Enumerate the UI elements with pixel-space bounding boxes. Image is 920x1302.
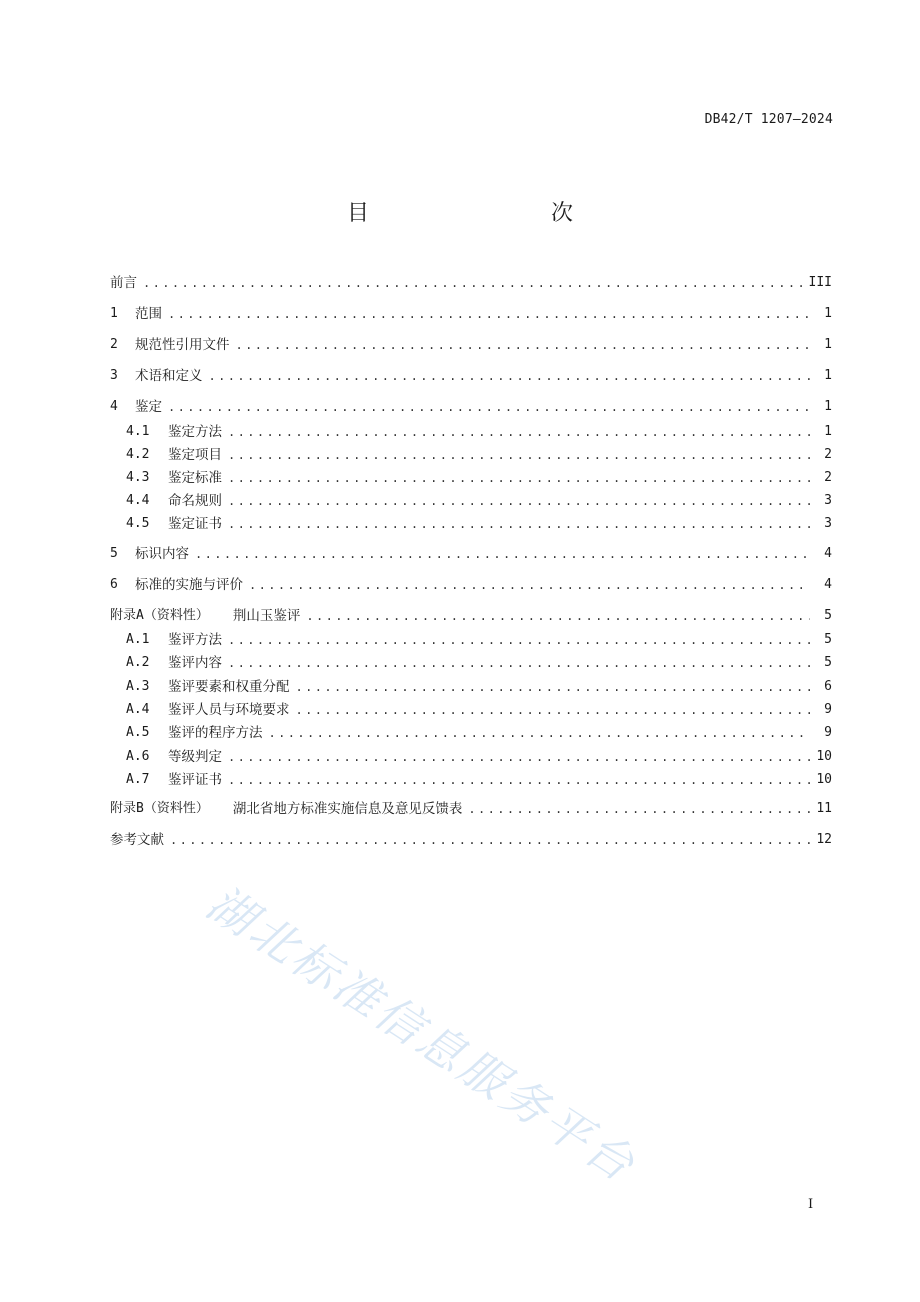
toc-entry-page: 12 [816, 832, 832, 847]
toc-entry-number: 4.4 [126, 493, 150, 508]
toc-entry-number: 1 [110, 306, 118, 321]
toc-entry[interactable] [110, 747, 832, 767]
toc-entry-page: 10 [816, 749, 832, 764]
toc-leader-dots [468, 799, 810, 819]
toc-entry[interactable] [110, 606, 832, 626]
toc-entry-title: 湖北省地方标准实施信息及意见反馈表 [232, 801, 463, 817]
toc-entry-number: A.2 [126, 655, 150, 670]
toc-entry[interactable] [110, 653, 832, 673]
toc-leader-dots [228, 770, 810, 790]
toc-leader-dots [296, 677, 811, 697]
toc-leader-dots [228, 422, 810, 442]
toc-leader-dots [228, 653, 810, 673]
toc-entry[interactable] [110, 273, 832, 293]
toc-entry[interactable] [110, 799, 832, 819]
toc-leader-dots [236, 335, 811, 355]
toc-leader-dots [195, 544, 810, 564]
toc-entry[interactable] [110, 723, 832, 743]
toc-leader-dots [168, 304, 810, 324]
toc-entry-number: A.7 [126, 772, 150, 787]
toc-entry[interactable] [110, 770, 832, 790]
toc-entry-title: 术语和定义 [135, 368, 203, 384]
toc-leader-dots [228, 747, 810, 767]
toc-entry-number: 4.3 [126, 470, 150, 485]
toc-entry[interactable] [110, 366, 832, 386]
toc-entry-page: 9 [824, 725, 832, 740]
toc-entry-page: 1 [824, 306, 832, 321]
toc-entry-number: A.5 [126, 725, 150, 740]
toc-entry-number: A.6 [126, 749, 150, 764]
toc-entry-title: 鉴定标准 [168, 470, 222, 486]
toc-entry-number: 4 [110, 399, 118, 414]
toc-leader-dots [306, 606, 810, 626]
toc-leader-dots [168, 397, 810, 417]
toc-entry-title: 荆山玉鉴评 [232, 608, 301, 624]
toc-entry[interactable] [110, 575, 832, 595]
toc-leader-dots [228, 514, 810, 534]
toc-entry-number: 4.1 [126, 424, 150, 439]
toc-entry-title: 鉴评要素和权重分配 [168, 679, 290, 695]
page-title: 目 次 [346, 201, 619, 226]
toc-leader-dots [249, 575, 810, 595]
toc-entry-title: 鉴定方法 [168, 424, 222, 440]
toc-entry-title: 标准的实施与评价 [135, 577, 243, 593]
toc-entry-page: 4 [824, 546, 832, 561]
toc-entry-title: 命名规则 [168, 493, 222, 509]
toc-leader-dots [228, 491, 810, 511]
toc-entry-page: 4 [824, 577, 832, 592]
toc-entry-page: 2 [824, 447, 832, 462]
toc-entry-page: 1 [824, 424, 832, 439]
toc-entry[interactable] [110, 335, 832, 355]
toc-entry-page: 3 [824, 516, 832, 531]
toc-entry-number: 附录B（资料性） [110, 801, 209, 816]
toc-entry-page: 5 [824, 608, 832, 623]
toc-entry-title: 前言 [110, 275, 137, 291]
toc-entry[interactable] [110, 445, 832, 465]
page-number: I [808, 1197, 814, 1212]
toc-entry-title: 规范性引用文件 [135, 337, 230, 353]
toc-entry-page: 9 [824, 702, 832, 717]
toc-entry[interactable] [110, 700, 832, 720]
toc-entry-title: 鉴评内容 [168, 655, 222, 671]
toc-entry-number: 附录A（资料性） [110, 608, 209, 623]
toc-entry-page: 5 [824, 655, 832, 670]
toc-entry-number: 5 [110, 546, 118, 561]
toc-entry-title: 鉴定证书 [168, 516, 222, 532]
toc-entry-page: III [808, 275, 832, 290]
toc-leader-dots [143, 273, 803, 293]
toc-leader-dots [296, 700, 811, 720]
toc-entry-title: 鉴定 [135, 399, 162, 415]
toc-entry[interactable] [110, 397, 832, 417]
toc-entry-title: 鉴评证书 [168, 772, 222, 788]
watermark: 湖北标准信息服务平台 [197, 875, 647, 1194]
toc-leader-dots [269, 723, 811, 743]
toc-entry[interactable] [110, 304, 832, 324]
toc-entry-page: 1 [824, 337, 832, 352]
toc-entry[interactable] [110, 677, 832, 697]
toc-entry[interactable] [110, 630, 832, 650]
toc-entry[interactable] [110, 544, 832, 564]
toc-entry-title: 鉴评的程序方法 [168, 725, 263, 741]
toc-entry-page: 5 [824, 632, 832, 647]
toc-entry[interactable] [110, 491, 832, 511]
toc-entry-number: 3 [110, 368, 118, 383]
toc-entry-page: 11 [816, 801, 832, 816]
toc-entry-page: 6 [824, 679, 832, 694]
toc-leader-dots [228, 630, 810, 650]
toc-entry-title: 鉴评人员与环境要求 [168, 702, 290, 718]
toc-entry-number: 6 [110, 577, 118, 592]
toc-entry-page: 10 [816, 772, 832, 787]
toc-entry-number: 4.5 [126, 516, 150, 531]
toc-entry-page: 1 [824, 368, 832, 383]
toc-leader-dots [228, 445, 810, 465]
toc-entry-title: 鉴定项目 [168, 447, 222, 463]
toc-entry[interactable] [110, 514, 832, 534]
toc-leader-dots [170, 830, 810, 850]
toc-entry-page: 2 [824, 470, 832, 485]
toc-entry-number: 4.2 [126, 447, 150, 462]
toc-entry-number: 2 [110, 337, 118, 352]
toc-entry-page: 3 [824, 493, 832, 508]
toc-entry-number: A.4 [126, 702, 150, 717]
toc-entry-title: 标识内容 [135, 546, 189, 562]
toc-entry-number: A.3 [126, 679, 150, 694]
toc-entry[interactable] [110, 830, 832, 850]
toc-entry[interactable] [110, 468, 832, 488]
toc-entry[interactable] [110, 422, 832, 442]
toc-entry-number: A.1 [126, 632, 150, 647]
toc-leader-dots [228, 468, 810, 488]
toc-entry-title: 范围 [135, 306, 162, 322]
toc-entry-title: 等级判定 [168, 749, 222, 765]
standard-code: DB42/T 1207—2024 [704, 112, 833, 127]
toc-entry-title: 鉴评方法 [168, 632, 222, 648]
toc-entry-title: 参考文献 [110, 832, 164, 848]
toc-leader-dots [209, 366, 811, 386]
toc-entry-page: 1 [824, 399, 832, 414]
